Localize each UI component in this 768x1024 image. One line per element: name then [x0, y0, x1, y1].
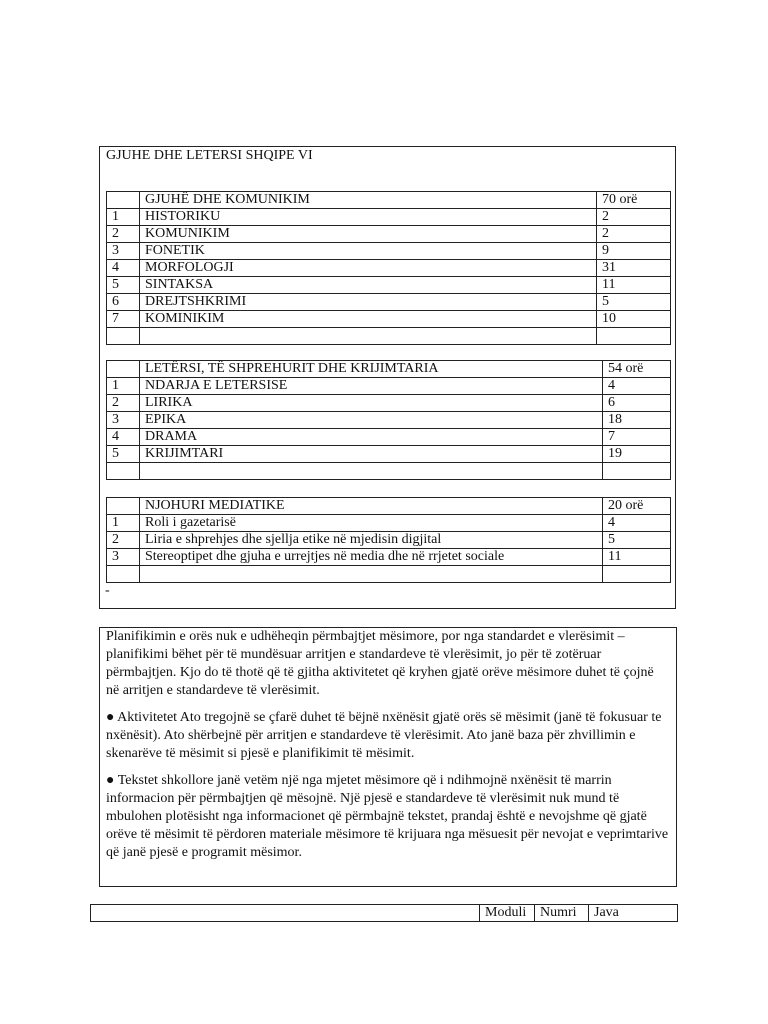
footer-table — [90, 904, 678, 922]
topic-hours-cell: 2 — [597, 226, 671, 243]
blank-row — [107, 463, 671, 480]
topic-name-cell: MORFOLOGJI — [140, 260, 597, 277]
section-table-language — [106, 191, 671, 345]
topic-hours-cell: 19 — [603, 446, 671, 463]
table-row — [107, 395, 671, 412]
blank-row — [107, 566, 671, 583]
table-row — [107, 277, 671, 294]
row-number-cell — [107, 192, 140, 209]
blank-cell — [140, 566, 603, 583]
table-row — [107, 378, 671, 395]
planning-notes — [99, 627, 677, 887]
row-number-cell: 5 — [107, 277, 140, 294]
topic-hours-cell: 7 — [603, 429, 671, 446]
table-row — [107, 226, 671, 243]
topic-name-cell: Liria e shprehjes dhe sjellja etike në mjedisin digjital — [140, 532, 603, 549]
topic-hours-cell: 4 — [603, 515, 671, 532]
row-number-cell — [107, 361, 140, 378]
topic-hours-cell: 11 — [597, 277, 671, 294]
topic-hours-cell: 5 — [603, 532, 671, 549]
footer-numri-label: Numri — [535, 905, 589, 922]
row-number-cell: 6 — [107, 294, 140, 311]
table-row — [107, 532, 671, 549]
footer-blank-cell — [91, 905, 480, 922]
topic-name-cell: Roli i gazetarisë — [140, 515, 603, 532]
topic-hours-cell: 5 — [597, 294, 671, 311]
table-row — [107, 294, 671, 311]
topic-hours-cell: 31 — [597, 260, 671, 277]
blank-cell — [140, 463, 603, 480]
blank-cell — [597, 328, 671, 345]
topic-name-cell: EPIKA — [140, 412, 603, 429]
row-number-cell: 5 — [107, 446, 140, 463]
topic-hours-cell: 18 — [603, 412, 671, 429]
section-heading-row — [107, 361, 671, 378]
topic-name-cell: KOMUNIKIM — [140, 226, 597, 243]
table-row — [107, 311, 671, 328]
row-number-cell — [107, 498, 140, 515]
section-table-media — [106, 497, 671, 583]
section-heading: NJOHURI MEDIATIKE — [140, 498, 603, 515]
section-heading: LETËRSI, TË SHPREHURIT DHE KRIJIMTARIA — [140, 361, 603, 378]
table-row — [107, 446, 671, 463]
topic-hours-cell: 6 — [603, 395, 671, 412]
row-number-cell: 1 — [107, 378, 140, 395]
topic-name-cell: DRAMA — [140, 429, 603, 446]
table-row — [107, 209, 671, 226]
row-number-cell: 3 — [107, 243, 140, 260]
table-row — [107, 412, 671, 429]
topic-hours-cell: 10 — [597, 311, 671, 328]
topic-hours-cell: 9 — [597, 243, 671, 260]
table-row — [107, 243, 671, 260]
notes-paragraph: ● Aktivitetet Ato tregojnë se çfarë duhet të bëjnë nxënësit gjatë orës së mësimit (janë të fokusuar te nxënësit). Ato shërbejnë për arritjen e standardeve të vlerësimit. Ato janë baza për zhvillimin e skenarëve të mësimit si pjesë e planifikimit të mësimit. — [106, 710, 662, 761]
notes-paragraph: ● Tekstet shkollore janë vetëm një nga mjetet mësimore që i ndihmojnë nxënësit të marrin informacion për përmbajtjen që mësojnë. Një pjesë e standardeve të vlerësimit nuk mund të mbulohen plotësisht nga informacionet që përmbajnë tekstet, prandaj është e nevojshme që gjatë orëve të mësimit të përdoren materiale mësimore të krijuara nga mësuesit për nevojat e veprimtarive që janë pjesë e programit mësimor. — [106, 773, 669, 860]
document-title: GJUHE DHE LETERSI SHQIPE VI — [106, 148, 313, 163]
row-number-cell: 3 — [107, 549, 140, 566]
topic-name-cell: KRIJIMTARI — [140, 446, 603, 463]
notes-paragraph: Planifikimin e orës nuk e udhëheqin përmbajtjet mësimore, por nga standardet e vlerësimit – planifikimi bëhet për të mundësuar arritjen e standardeve të vlerësimit, jo për të zotëruar përmbajtjen. Kjo do të thotë që të gjitha aktivitetet që kryhen gjatë orëve mësimore duhet të çojnë në arritjen e standardeve të vlerësimit. — [106, 629, 654, 698]
table-row — [107, 429, 671, 446]
blank-cell — [107, 463, 140, 480]
blank-cell — [107, 566, 140, 583]
section-hours: 20 orë — [603, 498, 671, 515]
row-number-cell: 2 — [107, 395, 140, 412]
trailing-mark: - — [105, 583, 110, 598]
section-heading-row — [107, 192, 671, 209]
topic-name-cell: SINTAKSA — [140, 277, 597, 294]
footer-modul-label: Moduli — [480, 905, 535, 922]
section-hours: 54 orë — [603, 361, 671, 378]
row-number-cell: 2 — [107, 532, 140, 549]
row-number-cell: 1 — [107, 515, 140, 532]
topic-name-cell: Stereoptipet dhe gjuha e urrejtjes në media dhe në rrjetet sociale — [140, 549, 603, 566]
row-number-cell: 3 — [107, 412, 140, 429]
topic-hours-cell: 4 — [603, 378, 671, 395]
topic-hours-cell: 11 — [603, 549, 671, 566]
topic-name-cell: HISTORIKU — [140, 209, 597, 226]
footer-java-label: Java — [589, 905, 678, 922]
blank-cell — [603, 566, 671, 583]
topic-name-cell: NDARJA E LETERSISE — [140, 378, 603, 395]
blank-cell — [140, 328, 597, 345]
section-table-literature — [106, 360, 671, 480]
blank-cell — [107, 328, 140, 345]
table-row — [107, 515, 671, 532]
row-number-cell: 4 — [107, 429, 140, 446]
topic-name-cell: LIRIKA — [140, 395, 603, 412]
topic-name-cell: DREJTSHKRIMI — [140, 294, 597, 311]
table-row — [107, 549, 671, 566]
row-number-cell: 1 — [107, 209, 140, 226]
curriculum-box — [99, 146, 676, 609]
blank-cell — [603, 463, 671, 480]
topic-name-cell: FONETIK — [140, 243, 597, 260]
row-number-cell: 4 — [107, 260, 140, 277]
topic-hours-cell: 2 — [597, 209, 671, 226]
section-heading: GJUHË DHE KOMUNIKIM — [140, 192, 597, 209]
row-number-cell: 7 — [107, 311, 140, 328]
table-row — [107, 260, 671, 277]
topic-name-cell: KOMINIKIM — [140, 311, 597, 328]
section-heading-row — [107, 498, 671, 515]
blank-row — [107, 328, 671, 345]
row-number-cell: 2 — [107, 226, 140, 243]
section-hours: 70 orë — [597, 192, 671, 209]
